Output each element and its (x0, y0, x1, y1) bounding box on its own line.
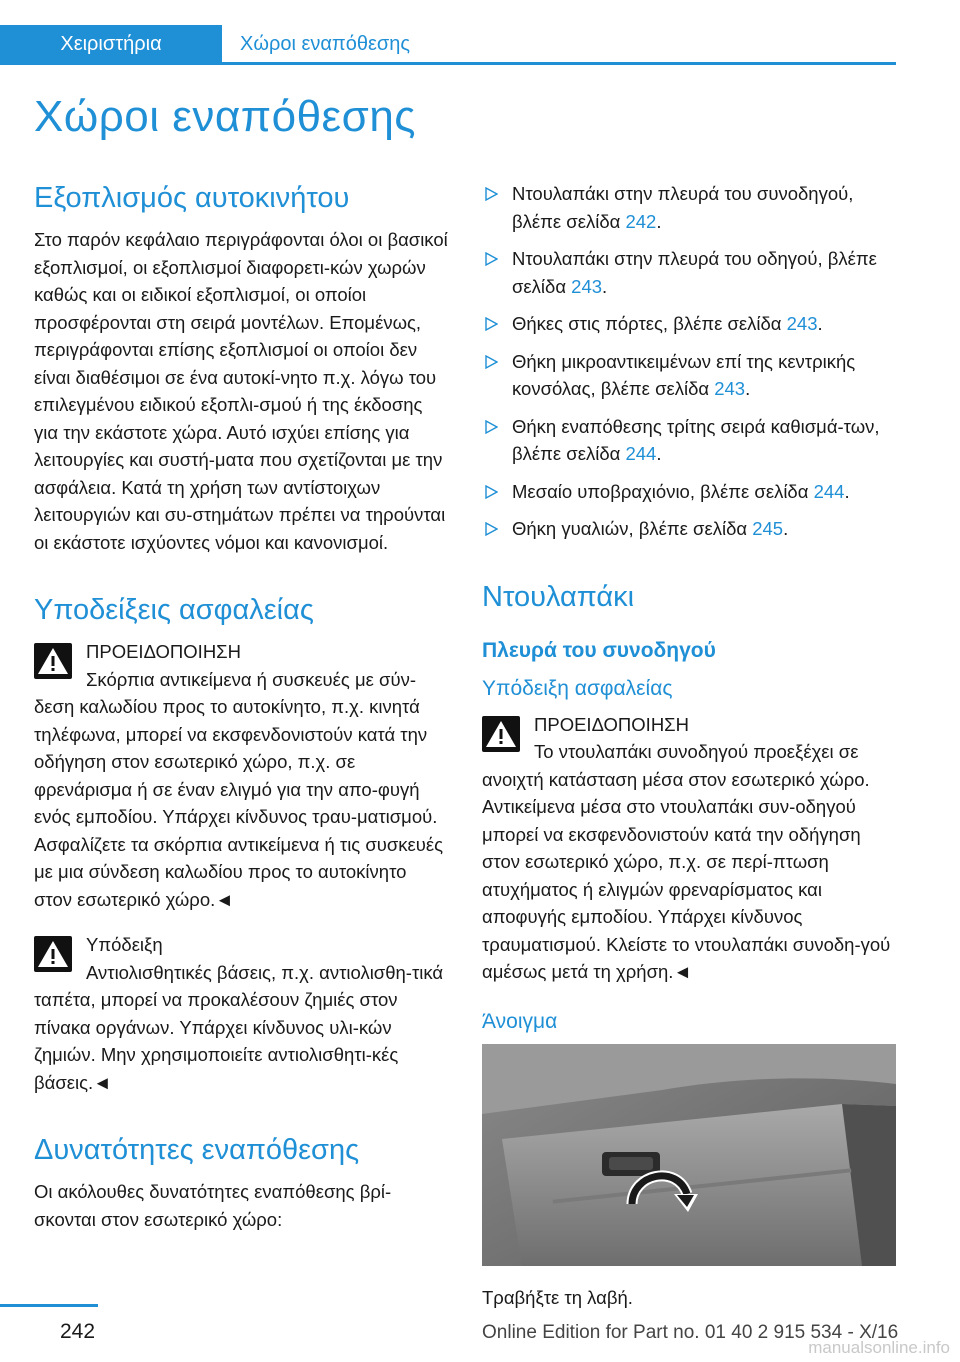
triangle-bullet-icon (484, 522, 498, 536)
left-column (34, 180, 448, 1233)
list-item-end: . (783, 518, 789, 539)
glovebox-heading: Ντουλαπάκι (482, 580, 635, 613)
note-text: Αντιολισθητικές βάσεις, π.χ. αντιολισθη-τικά ταπέτα, μπορεί να προκαλέσουν ζημιές στον πίνακα οργάνων. Υπάρχει κίνδυνος υλι-κών ζημιών. Μην χρησιμοποιείτε αντιολισθητι-κές βάσεις.◄ (34, 961, 444, 1093)
right-column (482, 180, 896, 1311)
tab-controls[interactable] (0, 25, 222, 63)
safety-subheading: Υπόδειξη ασφαλείας (482, 676, 673, 700)
warning-triangle-icon (34, 642, 72, 680)
note-title: Υπόδειξη (86, 934, 163, 955)
page-link[interactable]: 244 (813, 480, 845, 502)
passenger-side-heading: Πλευρά του συνοδηγού (482, 638, 716, 662)
triangle-bullet-icon (484, 317, 498, 331)
page-link[interactable]: 243 (571, 275, 603, 297)
list-item-end: . (745, 378, 751, 399)
list-item-text: Θήκη εναπόθεσης τρίτης σειρά καθισμά-των, βλέπε σελίδα (512, 415, 880, 464)
triangle-bullet-icon (484, 187, 498, 201)
footer-divider (0, 1304, 98, 1307)
triangle-bullet-icon (484, 420, 498, 434)
list-item (482, 478, 896, 506)
note-triangle-icon (34, 935, 72, 973)
storage-options-heading: Δυνατότητες εναπόθεσης (34, 1134, 360, 1166)
warning-title: ΠΡΟΕΙΔΟΠΟΙΗΣΗ (534, 713, 689, 735)
edition-note: Online Edition for Part no. 01 40 2 915 534 - X/16 (482, 1322, 899, 1343)
glovebox-warning-block (482, 711, 896, 986)
list-item (482, 413, 896, 468)
warning-block (34, 638, 448, 913)
safety-heading: Υποδείξεις ασφαλείας (34, 594, 314, 626)
list-item (482, 245, 896, 300)
list-item (482, 310, 896, 338)
tab-controls-label: Χειριστήρια (60, 32, 162, 55)
watermark: manualsonline.info (808, 1338, 950, 1357)
photo-caption: Τραβήξτε τη λαβή. (482, 1286, 633, 1308)
header-bar (0, 0, 960, 66)
equipment-heading: Εξοπλισμός αυτοκινήτου (34, 182, 350, 214)
list-item-text: Ντουλαπάκι στην πλευρά του συνοδηγού, βλέπε σελίδα (512, 183, 854, 232)
page-number: 242 (60, 1320, 96, 1343)
header-divider (0, 62, 896, 65)
triangle-bullet-icon (484, 252, 498, 266)
page-link[interactable]: 243 (714, 378, 746, 399)
page-link[interactable]: 245 (752, 518, 784, 539)
list-item-text: Θήκη γυαλιών, βλέπε σελίδα (512, 518, 753, 539)
page-link[interactable]: 242 (625, 210, 657, 232)
glovebox-handle-photo (482, 1044, 896, 1266)
list-item-end: . (817, 313, 823, 334)
equipment-text: Στο παρόν κεφάλαιο περιγράφονται όλοι οι βασικοί εξοπλισμοί, οι εξοπλισμοί διαφορετι-κών χωρών καθώς και οι ειδικοί εξοπλισμοί, οι οποίοι προσφέρονται στη σειρά μοντέλων. Επομένως, περιγράφονται επίσης εξοπλισμοί οι οποίοι δεν είναι διαθέσιμοι σε ένα αυτοκί-νητο π.χ. λόγω του επιλεγμένου ειδικού εξοπλι-σμού ή της έκδοσης για την εκάστοτε χώρα. Αυτό ισχύει επίσης για λειτουργίες και συστή-ματα που σχετίζονται με την ασφάλεια. Κατά τη χρήση των αντίστοιχων λειτουργιών και συ-στημάτων πρέπει να τηρούνται οι εκάστοτε ισχύοντες νόμοι και κανονισμοί. (34, 229, 448, 553)
tab-storage-label: Χώροι εναπόθεσης (240, 32, 410, 55)
list-item-text: Θήκες στις πόρτες, βλέπε σελίδα (512, 313, 787, 334)
list-item-text: Μεσαίο υποβραχιόνιο, βλέπε σελίδα (512, 480, 814, 502)
list-item-end: . (844, 480, 850, 502)
list-item-text: Ντουλαπάκι στην πλευρά του οδηγού, βλέπε σελίδα (512, 248, 877, 297)
storage-list (482, 180, 896, 543)
opening-heading: Άνοιγμα (482, 1009, 558, 1033)
storage-options-text: Οι ακόλουθες δυνατότητες εναπόθεσης βρί-σκονται στον εσωτερικό χώρο: (34, 1181, 392, 1230)
note-block (34, 931, 448, 1096)
page-title: Χώροι εναπόθεσης (34, 92, 416, 141)
warning-text: Το ντουλαπάκι συνοδηγού προεξέχει σε ανοιχτή κατάσταση μέσα στον εσωτερικό χώρο. Αντικείμενα μέσα στο ντουλαπάκι συν-οδηγού μπορεί να εκσφενδονιστούν κατά την οδήγηση στον εσωτερικό χώρο, π.χ. σε περί-πτωση ατυχήματος ή ελιγμών φρεναρίσματος και αποφυγής εμποδίου. Υπάρχει κίνδυνος τραυματισμού. Κλείστε το ντουλαπάκι συνοδη-γού αμέσως μετά τη χρήση.◄ (482, 741, 891, 982)
list-item-end: . (656, 210, 662, 232)
list-item-text: Θήκη μικροαντικειμένων επί της κεντρικής κονσόλας, βλέπε σελίδα (512, 350, 856, 399)
warning-title: ΠΡΟΕΙΔΟΠΟΙΗΣΗ (86, 641, 241, 662)
triangle-bullet-icon (484, 355, 498, 369)
page-link[interactable]: 244 (625, 443, 657, 464)
tab-storage[interactable] (240, 25, 410, 63)
list-item-end: . (602, 275, 608, 297)
page-link[interactable]: 243 (786, 313, 818, 334)
warning-triangle-icon (482, 715, 520, 753)
list-item (482, 515, 896, 543)
warning-text: Σκόρπια αντικείμενα ή συσκευές με σύν-δεση καλωδίου προς το αυτοκίνητο, π.χ. κινητά τηλέφωνα, μπορεί να εκσφενδονιστούν κατά την οδήγηση στον εσωτερικό χώρο, π.χ. σε φρενάρισμα ή σε έναν ελιγμό για την απο-φυγή ενός εμποδίου. Υπάρχει κίνδυνος τραυ-ματισμού. Ασφαλίζετε τα σκόρπια αντικείμενα ή τις συσκευές με μια σύνδεση καλωδίου προς το αυτοκίνητο στον εσωτερικό χώρο.◄ (34, 668, 444, 910)
list-item (482, 348, 896, 403)
triangle-bullet-icon (484, 485, 498, 499)
list-item (482, 180, 896, 235)
list-item-end: . (656, 443, 662, 464)
